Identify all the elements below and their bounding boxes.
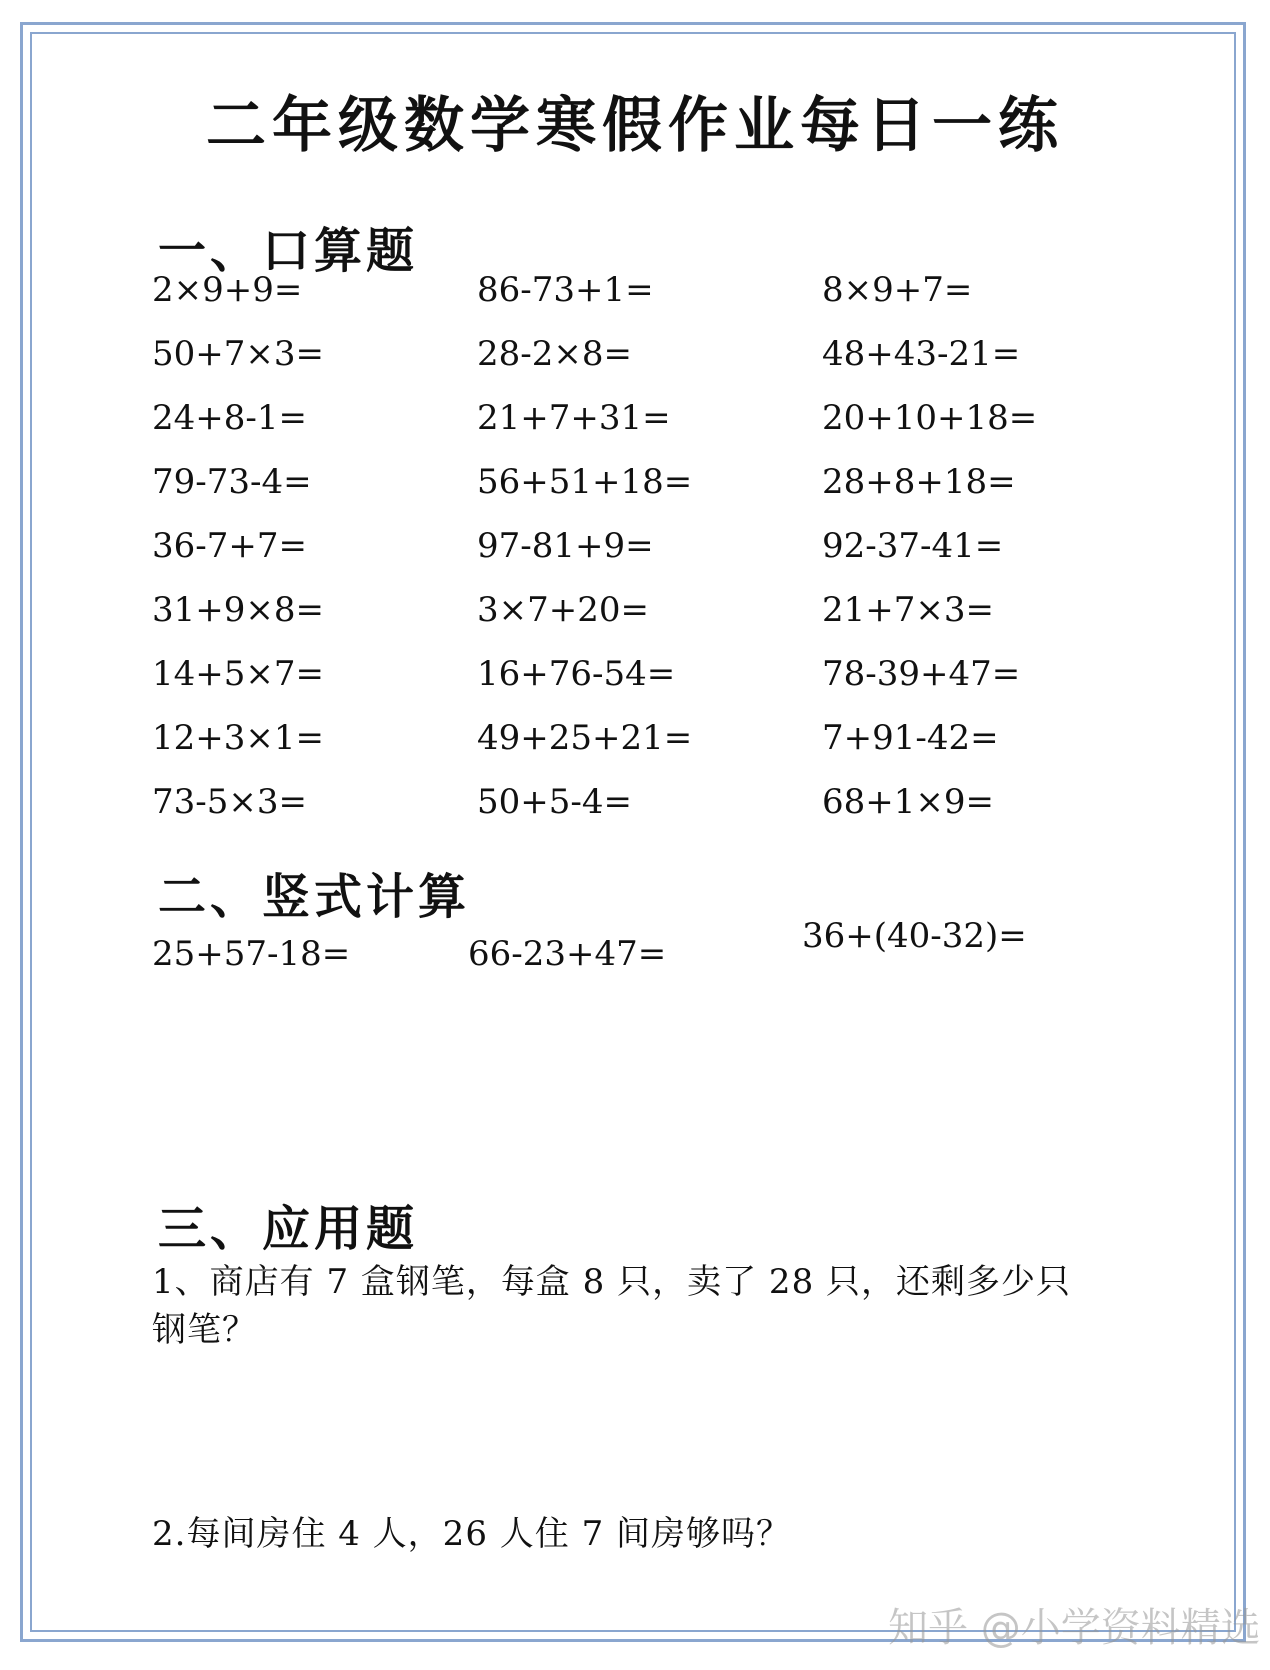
oral-problem: 78-39+47= (822, 654, 1021, 694)
oral-problem: 92-37-41= (822, 526, 1004, 566)
oral-problem: 48+43-21= (822, 334, 1021, 374)
oral-problem: 21+7×3= (822, 590, 994, 630)
oral-problem: 73-5×3= (152, 782, 307, 822)
oral-problem: 20+10+18= (822, 398, 1038, 438)
oral-problem: 79-73-4= (152, 462, 312, 502)
oral-problem: 28-2×8= (477, 334, 632, 374)
section-heading-vertical: 二、竖式计算 (158, 869, 471, 925)
oral-problem: 86-73+1= (477, 270, 654, 310)
oral-problem: 50+7×3= (152, 334, 324, 374)
oral-problem: 12+3×1= (152, 718, 324, 758)
oral-problem: 16+76-54= (477, 654, 676, 694)
oral-problem: 68+1×9= (822, 782, 994, 822)
oral-problem: 97-81+9= (477, 526, 654, 566)
word-problem-2: 2.每间房住 4 人，26 人住 7 间房够吗？ (152, 1514, 792, 1554)
oral-problems-grid (152, 268, 1092, 844)
vertical-problem: 66-23+47= (468, 934, 667, 974)
vertical-problem: 36+(40-32)= (802, 916, 1027, 956)
watermark: 知乎 @小学资料精选 (888, 1605, 1261, 1651)
oral-problem: 8×9+7= (822, 270, 973, 310)
oral-problem: 21+7+31= (477, 398, 671, 438)
word-problem-1: 1、商店有 7 盒钢笔，每盒 8 只，卖了 28 只，还剩多少只钢笔？ (152, 1262, 1072, 1350)
oral-problem: 28+8+18= (822, 462, 1016, 502)
section-heading-oral: 一、口算题 (158, 223, 419, 279)
page-title: 二年级数学寒假作业每日一练 (206, 91, 1064, 161)
oral-problem: 14+5×7= (152, 654, 324, 694)
oral-problem: 31+9×8= (152, 590, 324, 630)
oral-problem: 49+25+21= (477, 718, 693, 758)
vertical-problems-row (0, 918, 1270, 998)
oral-problem: 24+8-1= (152, 398, 307, 438)
oral-problem: 50+5-4= (477, 782, 632, 822)
oral-problem: 36-7+7= (152, 526, 307, 566)
vertical-problem: 25+57-18= (152, 934, 351, 974)
oral-problem: 7+91-42= (822, 718, 999, 758)
oral-problem: 2×9+9= (152, 270, 303, 310)
oral-problem: 56+51+18= (477, 462, 693, 502)
section-heading-word: 三、应用题 (158, 1201, 419, 1257)
oral-problem: 3×7+20= (477, 590, 649, 630)
